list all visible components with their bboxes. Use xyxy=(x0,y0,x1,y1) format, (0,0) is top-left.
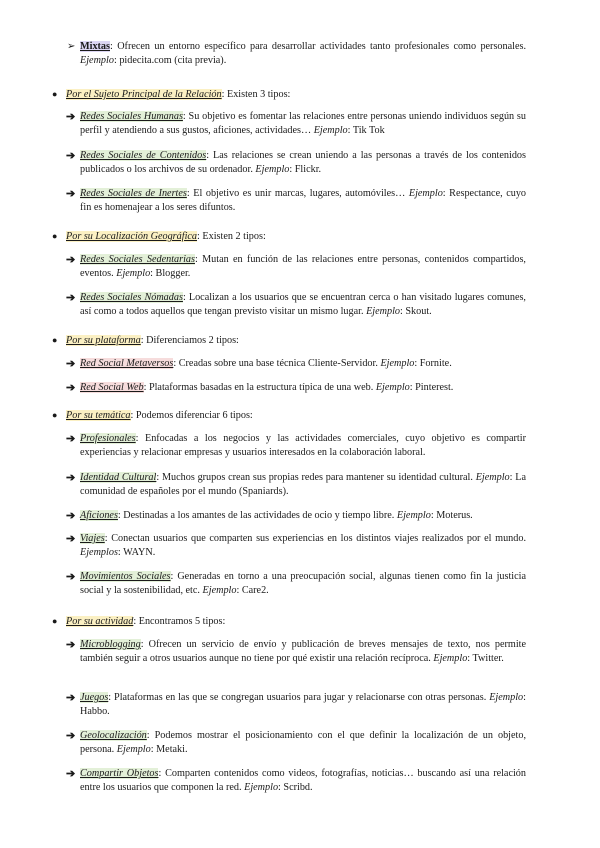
item-example-label: Ejemplo xyxy=(380,358,415,369)
list-item xyxy=(66,432,526,460)
item-term: Redes Sociales de Contenidos xyxy=(80,150,207,161)
item-desc: : Creadas sobre una base técnica Cliente-Servidor. xyxy=(173,358,381,369)
item-example-value: : La comunidad de españoles por el mundo (Spaniards). xyxy=(80,472,526,498)
item-desc: : Plataformas en las que se congregan usuarios para jugar y relacionarse con otras personas. xyxy=(108,692,490,703)
arrow-right-icon: ➔ xyxy=(66,150,76,162)
item-example-label: Ejemplo xyxy=(489,692,524,703)
item-term: Redes Sociales de Inertes xyxy=(80,188,187,199)
section-title: Por el Sujeto Principal de la Relación xyxy=(66,89,222,100)
list-item xyxy=(66,110,526,138)
item-example-value: : Fornite. xyxy=(414,358,452,369)
bullet-dot-icon: ● xyxy=(52,410,58,420)
section-heading xyxy=(52,229,526,244)
item-example-value: : Skout. xyxy=(400,306,432,318)
bullet-dot-icon: ● xyxy=(52,231,58,241)
bullet-dot-icon: ● xyxy=(52,89,58,99)
list-item xyxy=(66,509,526,523)
section-title: Por su Localización Geográfica xyxy=(66,231,198,242)
item-example-value: : Habbo. xyxy=(80,692,526,718)
item-desc: : Ofrecen un servicio de envío y publicación de breves mensajes de texto, nos permite también seguir a otros usuarios aunque no tiene por qué existir una relación recíproca. xyxy=(80,639,526,665)
arrow-right-icon: ➔ xyxy=(66,188,76,200)
item-term: Identidad Cultural xyxy=(80,472,157,483)
section-intro: : Podemos diferenciar 6 tipos: xyxy=(130,410,253,421)
list-item xyxy=(66,381,526,395)
item-term: Redes Sociales Nómadas xyxy=(80,292,183,303)
item-term: Profesionales xyxy=(80,433,136,444)
list-item xyxy=(66,471,526,499)
item-example-label: Ejemplo xyxy=(396,510,431,521)
item-desc: : Plataformas basadas en la estructura típica de una web. xyxy=(143,382,376,393)
list-item xyxy=(66,187,527,215)
arrow-right-icon: ➔ xyxy=(66,382,76,394)
list-item xyxy=(66,253,526,281)
mixtas-item xyxy=(67,40,526,68)
arrow-right-icon: ➔ xyxy=(66,639,76,651)
item-term: Red Social Metaversos xyxy=(80,358,174,369)
item-term: Geolocalización xyxy=(80,730,147,741)
item-term: Juegos xyxy=(80,692,109,703)
section-heading xyxy=(52,333,526,348)
section-heading xyxy=(52,408,526,423)
arrow-right-icon: ➔ xyxy=(66,472,76,484)
arrow-right-icon: ➔ xyxy=(66,768,76,780)
item-desc: : Muchos grupos crean sus propias redes para mantener su identidad cultural. xyxy=(156,472,476,483)
section-intro: : Encontramos 5 tipos: xyxy=(133,616,226,627)
item-desc: : Comparten contenidos como videos, fotografías, noticias… buscando así una relación entre los usuarios que componen la red. xyxy=(80,768,526,794)
item-example-label: Ejemplo xyxy=(116,744,151,756)
item-term: Movimientos Sociales xyxy=(80,571,171,582)
list-item xyxy=(66,691,526,719)
arrow-right-icon: ➔ xyxy=(66,571,76,583)
item-desc: : Mutan en función de las relaciones entre personas, contenidos compartidos, eventos. xyxy=(80,254,526,280)
item-desc: : Podemos mostrar el posicionamiento con el que definir la localización de un objeto, persona. xyxy=(80,730,526,756)
mixtas-example-label: Ejemplo xyxy=(80,55,114,67)
item-example-value: : Tik Tok xyxy=(347,125,385,137)
list-item xyxy=(66,532,526,560)
item-example-value: : Flickr. xyxy=(289,164,322,176)
item-term: Aficiones xyxy=(80,510,118,521)
item-example-value: : WAYN. xyxy=(117,547,156,559)
item-term: Redes Sociales Humanas xyxy=(80,111,183,122)
item-example-value: : Care2. xyxy=(236,585,269,597)
item-example-label: Ejemplo xyxy=(366,306,401,318)
item-example-label: Ejemplo xyxy=(375,382,410,393)
mixtas-example-value: : pidecita.com (cita previa). xyxy=(113,55,227,67)
item-term: Viajes xyxy=(80,533,105,544)
item-desc: : Localizan a los usuarios que se encuentran cerca o han visitado lugares comunes, así como a todos aquellos que tengan previsto visitar un mismo lugar. xyxy=(80,292,526,318)
item-desc: : Las relaciones se crean uniendo a las personas a través de los contenidos publicados o los archivos de su ordenador. xyxy=(80,150,526,176)
item-example-value: : Pinterest. xyxy=(409,382,454,393)
item-desc: : Destinadas a los amantes de las actividades de ocio y tiempo libre. xyxy=(117,510,397,521)
item-example-label: Ejemplo xyxy=(408,188,443,199)
section-title: Por su plataforma xyxy=(66,335,141,346)
item-desc: : Su objetivo es fomentar las relaciones entre personas uniendo individuos según su perfil y atendiendo a sus gustos, aficiones, actividades… xyxy=(80,111,526,137)
list-item xyxy=(66,357,526,371)
item-term: Redes Sociales Sedentarias xyxy=(80,254,195,265)
mixtas-desc: : Ofrecen un entorno específico para desarrollar actividades tanto profesionales como personales. xyxy=(110,41,526,52)
bullet-dot-icon: ● xyxy=(52,335,58,345)
item-example-label: Ejemplo xyxy=(433,653,468,665)
list-item xyxy=(66,570,526,598)
section-intro: : Diferenciamos 2 tipos: xyxy=(140,335,239,346)
arrow-right-icon: ➔ xyxy=(66,111,76,123)
section-heading xyxy=(52,87,526,102)
section-title: Por su actividad xyxy=(66,616,134,627)
item-example-label: Ejemplo xyxy=(475,472,510,483)
arrow-right-icon: ➔ xyxy=(66,730,76,742)
arrow-right-icon: ➔ xyxy=(66,510,76,522)
bullet-dot-icon: ● xyxy=(52,616,58,626)
arrow-right-icon: ➔ xyxy=(66,254,76,266)
item-example-value: : Moterus. xyxy=(430,510,473,521)
arrow-right-icon: ➔ xyxy=(66,358,76,370)
list-item xyxy=(66,729,526,757)
section-heading xyxy=(52,614,526,629)
mixtas-term: Mixtas xyxy=(80,41,110,52)
item-example-label: Ejemplo xyxy=(202,585,237,597)
arrow-right-icon: ➔ xyxy=(66,533,76,545)
item-example-label: Ejemplos xyxy=(80,547,118,559)
section-intro: : Existen 3 tipos: xyxy=(221,89,291,100)
arrow-right-icon: ➔ xyxy=(66,292,76,304)
item-example-label: Ejemplo xyxy=(255,164,290,176)
item-term: Compartir Objetos xyxy=(80,768,159,779)
item-example-value: : Scribd. xyxy=(278,782,313,794)
list-item xyxy=(66,291,526,319)
item-example-label: Ejemplo xyxy=(116,268,151,280)
item-term: Microblogging xyxy=(80,639,141,650)
section-title: Por su temática xyxy=(66,410,131,421)
item-example-label: Ejemplo xyxy=(313,125,348,137)
item-desc: : El objetivo es unir marcas, lugares, automóviles… xyxy=(186,188,409,199)
arrow-right-icon: ➔ xyxy=(66,692,76,704)
arrowhead-bullet-icon: ➢ xyxy=(67,41,76,52)
item-example-value: : Twitter. xyxy=(467,653,504,665)
list-item xyxy=(66,767,526,795)
item-example-value: : Respectance, cuyo fin es homenajear a los seres difuntos. xyxy=(80,188,527,214)
list-item xyxy=(66,638,526,666)
section-intro: : Existen 2 tipos: xyxy=(197,231,266,242)
item-desc: : Generadas en torno a una preocupación social, algunas tienen como fin la justicia social y la sostenibilidad, etc. xyxy=(80,571,526,597)
item-example-value: : Metaki. xyxy=(150,744,188,756)
item-example-value: : Blogger. xyxy=(150,268,191,280)
item-desc: : Conectan usuarios que comparten sus experiencias en los distintos viajes realizados por el mundo. xyxy=(104,533,526,544)
arrow-right-icon: ➔ xyxy=(66,433,76,445)
item-desc: : Enfocadas a los negocios y las actividades comerciales, cuyo objetivo es compartir experiencias y relacionar empresas y usuarios interesados en la colaboración laboral. xyxy=(80,433,526,459)
list-item xyxy=(66,149,526,177)
item-term: Red Social Web xyxy=(80,382,144,393)
item-example-label: Ejemplo xyxy=(244,782,279,794)
